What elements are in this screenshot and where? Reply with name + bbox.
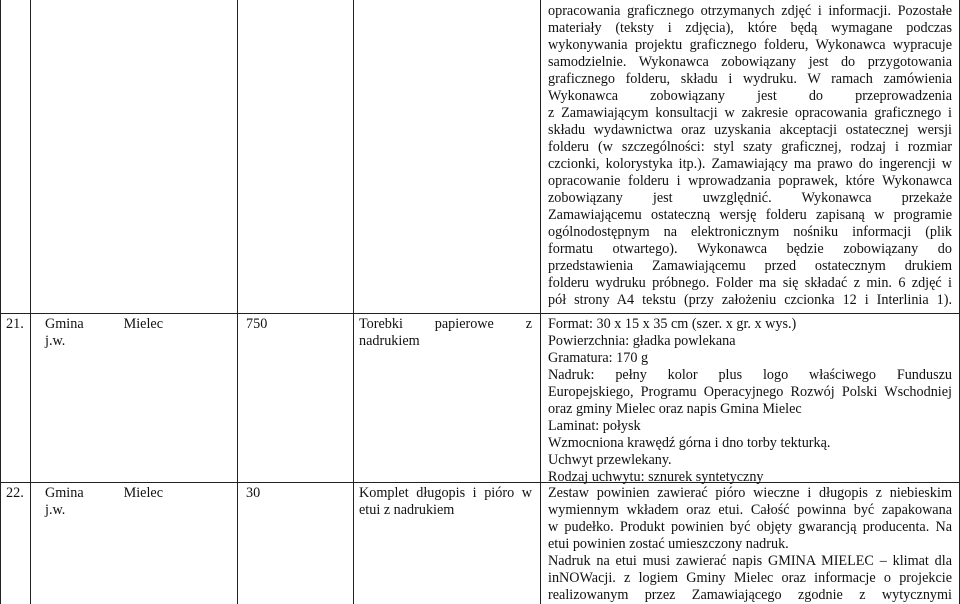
desc-line: Laminat: połysk <box>548 418 641 434</box>
desc-line: z Zamawiającym konsultacji w zakresie opracowania graficznego i <box>548 105 952 121</box>
row-22-number: 22. <box>6 485 24 501</box>
column-divider-quantity <box>237 0 238 604</box>
desc-line: zobowiązany jest uwzględnić. Wykonawca przekaże <box>548 190 952 206</box>
row-21-recipient-line2: j.w. <box>45 333 66 349</box>
desc-line: samodzielnie. Wykonawca zobowiązany jest do przygotowania <box>548 54 952 70</box>
row-21-quantity: 750 <box>246 316 268 332</box>
desc-line: folderu (w szczególności: styl szaty graficznej, rodzaj i rozmiar <box>548 139 952 155</box>
desc-line: inNOWacji. z logiem Gminy Mielec oraz informacje o projekcie <box>548 570 952 586</box>
row-22-item: Komplet długopis i pióro w <box>359 485 532 501</box>
desc-line: ogólnodostępnym na elektronicznym nośniku informacji (plik <box>548 224 952 240</box>
row-21-recipient <box>45 316 163 333</box>
row-21-description <box>548 316 952 486</box>
row-22-item-line2: etui z nadrukiem <box>359 502 455 518</box>
desc-line: opracowanie folderu i wprowadzania poprawek, które Wykonawca <box>548 173 952 189</box>
desc-line: przedstawienia Zamawiającemu przed ostatecznym drukiem <box>548 258 952 274</box>
desc-line: formatu otwartego). Wykonawca będzie zobowiązany do <box>548 241 952 257</box>
desc-line: Wzmocniona krawędź górna i dno torby tekturką. <box>548 435 831 451</box>
desc-line: Nadruk: pełny kolor plus logo właściwego Funduszu <box>548 367 952 383</box>
desc-line: pół strony A4 tekstu (przy założeniu czcionka 12 i Interlinia 1). <box>548 292 952 308</box>
row-21-item: Torebki papierowe z <box>359 316 532 332</box>
desc-line: Wykonawca zobowiązany jest do przeprowadzenia <box>548 88 952 104</box>
desc-line: realizowanym przez Zamawiającego zgodnie z wytycznymi <box>548 587 952 603</box>
column-divider-recipient <box>30 0 31 604</box>
desc-line: składu wydawnictwa oraz uzyskania akceptacji ostatecznej wersji <box>548 122 952 138</box>
column-divider-item <box>353 0 354 604</box>
row-divider-21 <box>0 313 960 314</box>
desc-line: folderu wydruku próbnego. Folder ma się składać z min. 6 zdjęć i <box>548 275 952 291</box>
desc-line: Uchwyt przewlekany. <box>548 452 672 468</box>
desc-line: oraz gminy Mielec oraz napis Gmina Mielec <box>548 401 802 417</box>
desc-line: Zamawiającemu ostateczną wersję folderu zapisaną w programie <box>548 207 952 223</box>
desc-line: Format: 30 x 15 x 35 cm (szer. x gr. x wys.) <box>548 316 797 332</box>
desc-line: opracowania graficznego otrzymanych zdjęć i informacji. Pozostałe <box>548 3 952 19</box>
row-22-quantity: 30 <box>246 485 261 501</box>
desc-line: Nadruk na etui musi zawierać napis GMINA MIELEC – klimat dla <box>548 553 952 569</box>
desc-line: Zestaw powinien zawierać pióro wieczne i długopis z niebieskim <box>548 485 952 501</box>
row-21-item-line2: nadrukiem <box>359 333 420 349</box>
row-22-description <box>548 485 952 604</box>
recipient-name: Gmina Mielec <box>45 485 163 501</box>
table-border-left <box>0 0 1 604</box>
desc-line: Gramatura: 170 g <box>548 350 649 366</box>
recipient-name: Gmina Mielec <box>45 316 163 332</box>
desc-line: Powierzchnia: gładka powlekana <box>548 333 736 349</box>
desc-line: Rodzaj uchwytu: sznurek syntetyczny <box>548 469 764 485</box>
desc-line: etui powinien zostać umieszczony nadruk. <box>548 536 789 552</box>
desc-line: w pudełko. Produkt powinien być objęty gwarancją producenta. Na <box>548 519 952 535</box>
row-22-recipient-line2: j.w. <box>45 502 66 518</box>
desc-line: materiały (teksty i zdjęcia), które będą wymagane podczas <box>548 20 952 36</box>
description-continuation <box>548 3 952 309</box>
row-22-recipient <box>45 485 163 502</box>
desc-line: wymiennym wkładem oraz etui. Całość powinna być zapakowana <box>548 502 952 518</box>
desc-line: wykonywania projektu graficznego folderu, Wykonawca wypracuje <box>548 37 952 53</box>
column-divider-description <box>540 0 541 604</box>
desc-line: czcionki, kolorystyka itp.). Zamawiający ma prawo do ingerencji w <box>548 156 952 172</box>
row-21-number: 21. <box>6 316 24 332</box>
desc-line: Europejskiego, Programu Operacyjnego Rozwój Polski Wschodniej <box>548 384 952 400</box>
desc-line: graficznego folderu, składu i wydruku. W ramach zamówienia <box>548 71 952 87</box>
